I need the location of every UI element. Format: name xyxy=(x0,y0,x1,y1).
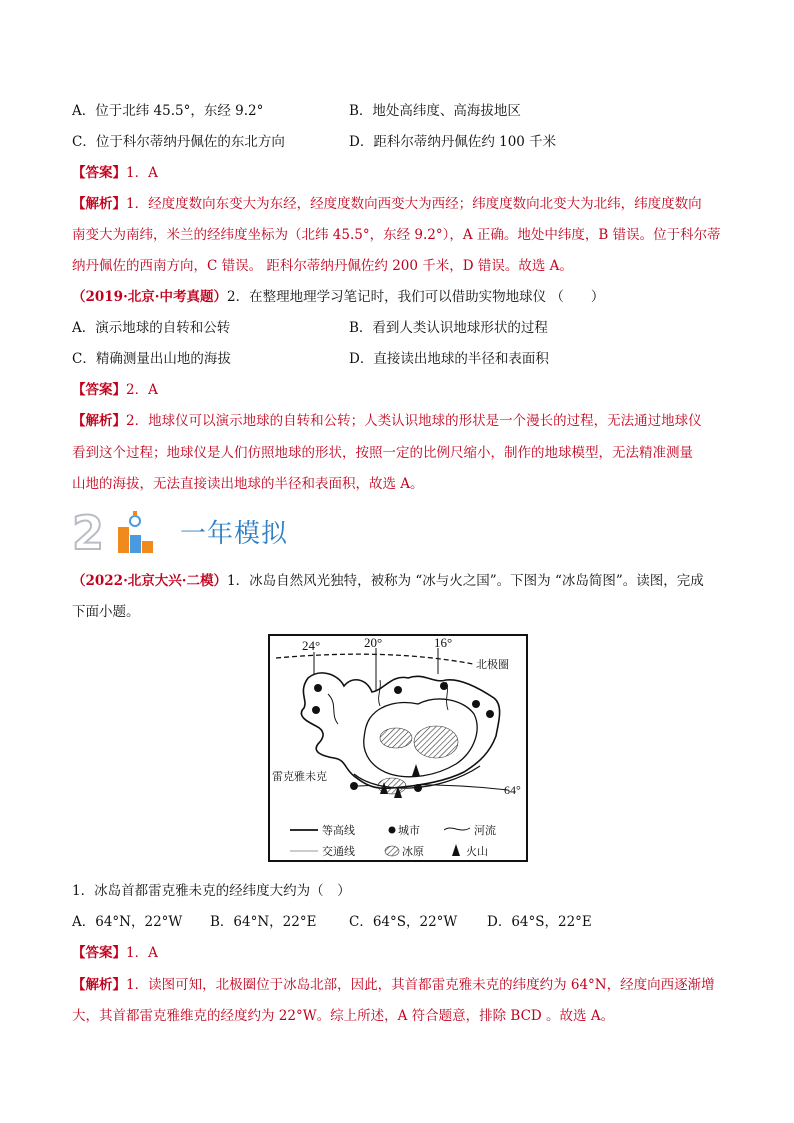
glacier-2 xyxy=(414,726,458,758)
q1-answer xyxy=(72,164,158,182)
analysis-text: 1．经度度数向东变大为东经，经度度数向西变大为西经；纬度度数向北变大为北纬，纬度度数向 xyxy=(126,196,702,212)
q3-option-c: C．64°S，22°W xyxy=(349,914,458,930)
legend-city-symbol xyxy=(389,827,396,834)
q2-analysis-line3: 山地的海拔，无法直接读出地球的半径和表面积，故选 A。 xyxy=(72,476,424,492)
section-number-icon xyxy=(72,507,172,557)
analysis-tag: 【解析】 xyxy=(72,977,126,993)
q2-stem-text: 2．在整理地理学习笔记时，我们可以借助实物地球仪 （ ） xyxy=(226,289,605,305)
glacier-1 xyxy=(380,728,412,748)
lon-label-16: 16° xyxy=(434,635,453,650)
q3-analysis-line2: 大，其首都雷克雅维克的经度约为 22°W。综上所述，A 符合题意，排除 BCD 。故选 A。 xyxy=(72,1008,615,1024)
iceland-map-svg xyxy=(268,634,528,862)
q2-source: （2019·北京·中考真题） xyxy=(72,289,227,305)
analysis-tag: 【解析】 xyxy=(72,413,126,429)
q2-analysis-line2: 看到这个过程；地球仪是人们仿照地球的形状，按照一定的比例尺缩小，制作的地球模型，无法精准测量 xyxy=(72,445,693,461)
city-dot xyxy=(472,700,480,708)
q1-analysis-line3: 纳丹佩佐的西南方向，C 错误。 距科尔蒂纳丹佩佐约 200 千米，D 错误。故选 A。 xyxy=(72,258,573,274)
q2-option-d: D．直接读出地球的半径和表面积 xyxy=(349,351,549,367)
q3-stem-text: 1．冰岛自然风光独特，被称为 “冰与火之国”。下图为 “冰岛简图”。读图，完成 xyxy=(226,573,704,589)
answer-text: 2．A xyxy=(126,382,158,398)
answer-text: 1．A xyxy=(126,945,158,961)
answer-tag: 【答案】 xyxy=(72,165,126,181)
city-dot xyxy=(312,706,320,714)
capital-label: 雷克雅未克 xyxy=(272,770,327,783)
q1-analysis-line1 xyxy=(72,195,702,213)
answer-text: 1．A xyxy=(126,165,158,181)
q1-option-b: B．地处高纬度、高海拔地区 xyxy=(349,103,521,119)
q3-analysis-line1 xyxy=(72,976,715,994)
q3-option-d: D．64°S，22°E xyxy=(487,914,592,930)
q1-option-a: A．位于北纬 45.5°，东经 9.2° xyxy=(72,103,264,119)
q3-option-b: B．64°N，22°E xyxy=(210,914,317,930)
q1-option-c: C．位于科尔蒂纳丹佩佐的东北方向 xyxy=(72,134,285,150)
city-dot xyxy=(394,686,402,694)
analysis-text: 2．地球仪可以演示地球的自转和公转；人类认识地球的形状是一个漫长的过程，无法通过地球仪 xyxy=(126,413,702,429)
q3-answer xyxy=(72,944,158,962)
analysis-tag: 【解析】 xyxy=(72,196,126,212)
city-dot xyxy=(440,682,448,690)
podium-icon xyxy=(118,511,153,553)
q3-question-stem: 1．冰岛首都雷克雅未克的经纬度大约为（ ） xyxy=(72,883,351,899)
q2-option-a: A．演示地球的自转和公转 xyxy=(72,320,231,336)
q3-stem-line1 xyxy=(72,572,704,590)
q2-analysis-line1 xyxy=(72,412,702,430)
answer-tag: 【答案】 xyxy=(72,945,126,961)
q3-source: （2022·北京大兴·二模） xyxy=(72,573,227,589)
city-dot xyxy=(486,710,494,718)
analysis-text: 1．读图可知，北极圈位于冰岛北部，因此，其首都雷克雅未克的纬度约为 64°N，经度向西逐渐增 xyxy=(126,977,715,993)
legend-city-label: 城市 xyxy=(398,824,420,837)
q1-option-d: D．距科尔蒂纳丹佩佐约 100 千米 xyxy=(349,134,557,150)
lat-label-64: 64° xyxy=(504,783,521,797)
legend-contour-label: 等高线 xyxy=(322,824,355,837)
iceland-map xyxy=(268,634,528,862)
q2-stem xyxy=(72,288,604,306)
legend-road-label: 交通线 xyxy=(322,845,355,858)
city-dot xyxy=(314,684,322,692)
section-number: 2 xyxy=(72,507,105,557)
q3-option-a: A．64°N，22°W xyxy=(72,914,183,930)
city-dot-reykjavik xyxy=(350,782,358,790)
q1-analysis-line2: 南变大为南纬，米兰的经纬度坐标为（北纬 45.5°，东经 9.2°），A 正确。地处中纬度，B 错误。位于科尔蒂 xyxy=(72,227,721,243)
q2-option-b: B．看到人类认识地球形状的过程 xyxy=(349,320,548,336)
q2-option-c: C．精确测量出山地的海拔 xyxy=(72,351,231,367)
section-title: 一年模拟 xyxy=(180,519,289,549)
legend-glacier-label: 冰原 xyxy=(402,845,424,858)
answer-tag: 【答案】 xyxy=(72,382,126,398)
legend-glacier-symbol xyxy=(385,846,399,856)
q3-stem-line2: 下面小题。 xyxy=(72,604,140,620)
arctic-circle-label: 北极圈 xyxy=(476,658,509,671)
legend-river-label: 河流 xyxy=(474,824,496,837)
legend-volcano-label: 火山 xyxy=(466,845,488,858)
section-heading xyxy=(72,507,312,557)
lon-label-20: 20° xyxy=(364,635,383,650)
q2-answer xyxy=(72,381,158,399)
city-dot xyxy=(414,784,422,792)
lon-label-24: 24° xyxy=(302,638,321,653)
